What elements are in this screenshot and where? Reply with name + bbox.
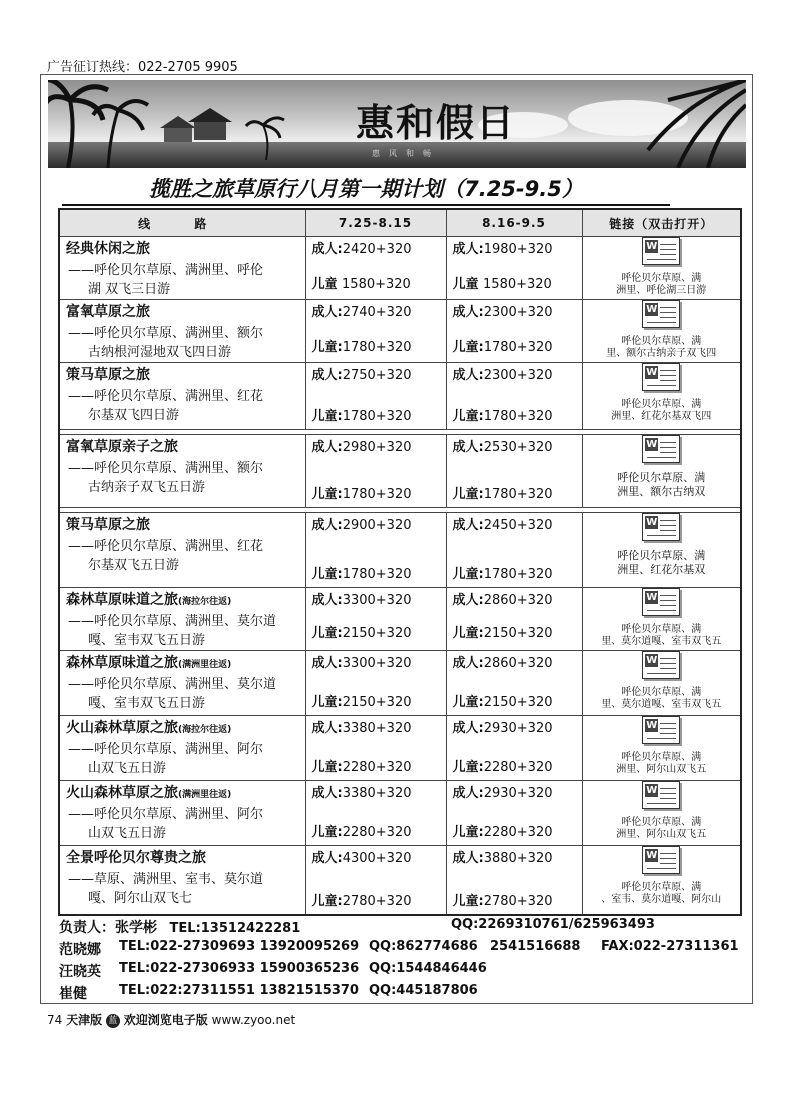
table-row [59,300,741,363]
contact-name: 范晓娜 [59,942,101,958]
price-period-1 [305,237,446,300]
contact-head-qq: QQ:2269310761/625963493 [451,917,655,932]
child-label: 儿童: [452,487,484,502]
table-row [59,651,741,716]
route-desc-line2: 嘎、室韦双飞五日游 [88,696,206,711]
route-cell [59,300,305,363]
route-desc-line1: ——呼伦贝尔草原、满洲里、红花 [68,539,264,554]
adult-price: 2530+320 [483,440,553,455]
adult-label: 成人: [311,593,343,608]
child-price: 1780+320 [342,567,412,582]
contact-qq-2: 2541516688 [490,939,581,954]
table-row [59,846,741,916]
child-label: 儿童: [452,626,484,641]
itinerary-link[interactable] [582,651,741,716]
child-price: 1780+320 [342,487,412,502]
child-price: 1780+320 [342,340,412,355]
table-row [59,363,741,430]
route-cell [59,237,305,300]
price-period-1 [305,651,446,716]
price-period-2 [446,300,582,363]
adult-price: 2300+320 [483,305,553,320]
route-desc-line1: ——呼伦贝尔草原、满洲里、呼伦 [68,263,264,278]
price-period-1 [305,588,446,651]
child-label: 儿童: [311,487,343,502]
price-period-2 [446,846,582,916]
route-name: 森林草原味道之旅 [66,592,178,608]
document-link-text[interactable]: 呼伦贝尔草原、满 洲里、阿尔山双飞五 [616,752,707,775]
child-price: 2150+320 [483,626,553,641]
route-name: 富氧草原亲子之旅 [66,439,178,455]
adult-label: 成人: [452,786,484,801]
document-link-text[interactable]: 呼伦贝尔草原、满 里、莫尔道嘎、室韦双飞五 [601,624,722,647]
table-row [59,237,741,300]
contact-name: 汪晓英 [59,964,101,980]
child-price: 2780+320 [483,894,553,909]
route-desc-line2: 山双飞五日游 [88,761,167,776]
itinerary-link[interactable] [582,237,741,300]
child-price: 2150+320 [342,626,412,641]
table-row [59,716,741,781]
document-link-text[interactable]: 呼伦贝尔草原、满 洲里、红花尔基双飞四 [611,399,712,422]
route-desc-line1: ——呼伦贝尔草原、满洲里、莫尔道 [68,677,277,692]
word-document-icon[interactable]: W [642,781,680,809]
adult-price: 2930+320 [483,721,553,736]
itinerary-link[interactable] [582,781,741,846]
child-label: 儿童: [311,567,343,582]
contact-name: 崔健 [59,986,87,1002]
contact-fax: FAX:022-27311361 [601,939,739,954]
document-link-text[interactable]: 呼伦贝尔草原、满 洲里、红花尔基双 [617,549,706,576]
itinerary-link[interactable] [582,513,741,588]
route-name: 森林草原味道之旅 [66,655,178,671]
adult-label: 成人: [452,656,484,671]
route-desc-line2: 古纳亲子双飞五日游 [88,480,206,495]
route-cell [59,781,305,846]
child-label: 儿童: [311,409,343,424]
price-period-1 [305,513,446,588]
route-cell [59,513,305,588]
adult-price: 2900+320 [342,518,412,533]
route-cell [59,651,305,716]
child-label: 儿童 [452,277,484,292]
adult-price: 2980+320 [342,440,412,455]
child-label: 儿童: [452,894,484,909]
child-price: 1780+320 [483,340,553,355]
child-price: 1780+320 [483,487,553,502]
route-desc-line1: ——呼伦贝尔草原、满洲里、阿尔 [68,807,264,822]
price-period-1 [305,781,446,846]
route-desc-line1: ——呼伦贝尔草原、满洲里、红花 [68,389,264,404]
price-period-2 [446,781,582,846]
price-period-2 [446,651,582,716]
brand-slogan: 惠风和畅 [372,149,440,158]
child-label: 儿童 [311,277,343,292]
route-desc-line1: ——呼伦贝尔草原、满洲里、阿尔 [68,742,264,757]
route-name: 经典休闲之旅 [66,241,150,257]
page-number: 74 [47,1013,63,1027]
header-period-1: 7.25-8.15 [305,209,446,237]
adult-label: 成人: [311,305,343,320]
route-cell [59,435,305,508]
route-desc-line1: ——呼伦贝尔草原、满洲里、额尔 [68,461,264,476]
adult-label: 成人: [452,518,484,533]
price-period-2 [446,513,582,588]
word-document-icon[interactable]: W [642,651,680,679]
route-cell [59,363,305,430]
price-period-2 [446,435,582,508]
table-row [59,781,741,846]
adult-price: 3300+320 [342,593,412,608]
brand-logo: 惠和假日 [356,100,517,145]
contact-head-label: 负责人： [59,920,115,936]
route-note: (满洲里往返) [178,660,232,670]
child-label: 儿童: [311,626,343,641]
adult-label: 成人: [311,242,343,257]
adult-price: 2860+320 [483,656,553,671]
child-price: 1780+320 [483,567,553,582]
adult-price: 2860+320 [483,593,553,608]
price-period-2 [446,363,582,430]
adult-label: 成人: [311,518,343,533]
contact-qq: QQ:862774686 [369,939,478,954]
tour-price-table [58,208,742,916]
route-note: (海拉尔往返) [178,725,232,735]
word-document-icon[interactable]: W [642,435,680,463]
child-price: 1580+320 [483,277,552,292]
adult-label: 成人: [311,721,343,736]
route-cell [59,588,305,651]
page-footer [47,1011,295,1028]
document-link-text[interactable]: 呼伦贝尔草原、满 洲里、呼伦湖三日游 [616,273,707,296]
adult-price: 2420+320 [342,242,412,257]
word-document-icon[interactable]: W [642,513,680,541]
child-label: 儿童: [452,825,484,840]
contact-tel: TEL:022-27306933 15900365236 [119,961,360,976]
route-name: 策马草原之旅 [66,367,150,383]
welcome-text: 欢迎浏览电子版 [123,1013,208,1027]
route-name: 全景呼伦贝尔尊贵之旅 [66,850,206,866]
child-price: 1780+320 [483,409,553,424]
itinerary-link[interactable] [582,300,741,363]
contact-head-tel: TEL:13512422281 [169,921,301,936]
price-period-1 [305,435,446,508]
price-period-1 [305,363,446,430]
adult-price: 3380+320 [342,786,412,801]
route-desc-line2: 尔基双飞五日游 [88,558,180,573]
word-document-icon[interactable]: W [642,588,680,616]
adult-label: 成人: [452,440,484,455]
adult-label: 成人: [452,593,484,608]
child-price: 1780+320 [342,409,412,424]
route-desc-line2: 嘎、室韦双飞五日游 [88,633,206,648]
adult-price: 3880+320 [483,851,553,866]
adult-price: 2300+320 [483,368,553,383]
route-desc-line2: 湖 双飞三日游 [88,282,171,297]
child-price: 2280+320 [483,825,553,840]
child-label: 儿童: [311,695,343,710]
adult-price: 4300+320 [342,851,412,866]
contact-qq: QQ:445187806 [369,983,478,998]
document-link-text[interactable]: 呼伦贝尔草原、满 洲里、额尔古纳双 [617,471,706,498]
child-label: 儿童: [452,340,484,355]
child-label: 儿童: [311,894,343,909]
route-name: 火山森林草原之旅 [66,785,178,801]
table-row [59,513,741,588]
adult-label: 成人: [311,786,343,801]
price-period-2 [446,237,582,300]
child-label: 儿童: [452,567,484,582]
adult-price: 2930+320 [483,786,553,801]
child-label: 儿童: [311,340,343,355]
child-price: 2280+320 [342,760,412,775]
adult-label: 成人: [452,305,484,320]
child-price: 2150+320 [483,695,553,710]
price-period-1 [305,300,446,363]
website-link[interactable]: www.zyoo.net [211,1013,296,1027]
adult-price: 3300+320 [342,656,412,671]
child-price: 1580+320 [342,277,411,292]
adult-price: 1980+320 [483,242,553,257]
itinerary-link[interactable] [582,846,741,916]
page-title: 揽胜之旅草原行八月第一期计划（7.25-9.5） [62,174,670,206]
route-cell [59,716,305,781]
route-desc-line1: ——呼伦贝尔草原、满洲里、额尔 [68,326,264,341]
adult-price: 3380+320 [342,721,412,736]
contact-tel: TEL:022-27309693 13920095269 [119,939,360,954]
adult-label: 成人: [452,851,484,866]
document-link-text[interactable]: 呼伦贝尔草原、满 、室韦、莫尔道嘎、阿尔山 [601,882,722,905]
word-document-icon[interactable]: W [642,716,680,744]
route-desc-line2: 古纳根河湿地双飞四日游 [88,345,232,360]
child-label: 儿童: [311,825,343,840]
itinerary-link[interactable] [582,435,741,508]
child-price: 2280+320 [342,825,412,840]
contact-qq: QQ:1544846446 [369,961,487,976]
document-link-text[interactable]: 呼伦贝尔草原、满 洲里、阿尔山双飞五 [616,817,707,840]
price-period-2 [446,588,582,651]
price-period-1 [305,846,446,916]
route-desc-line1: ——草原、满洲里、室韦、莫尔道 [68,872,264,887]
route-name: 富氧草原之旅 [66,304,150,320]
itinerary-link[interactable] [582,363,741,430]
child-label: 儿童: [452,760,484,775]
route-cell [59,846,305,916]
itinerary-link[interactable] [582,588,741,651]
header-period-2: 8.16-9.5 [446,209,582,237]
contact-head-name: 张学彬 [115,920,157,936]
word-document-icon[interactable]: W [642,237,680,265]
route-desc-line2: 山双飞五日游 [88,826,167,841]
table-header-row [59,209,741,237]
adult-label: 成人: [311,440,343,455]
child-label: 儿童: [311,760,343,775]
adult-label: 成人: [311,368,343,383]
route-note: (海拉尔往返) [178,597,232,607]
adult-price: 2740+320 [342,305,412,320]
table-row [59,435,741,508]
itinerary-link[interactable] [582,716,741,781]
ad-hotline: 广告征订热线：022-2705 9905 [47,60,238,75]
edition-badge-icon: 蓝 [106,1014,120,1028]
table-row [59,588,741,651]
header-route: 线 路 [59,209,305,237]
child-price: 2150+320 [342,695,412,710]
adult-label: 成人: [311,851,343,866]
route-note: (满洲里往返) [178,790,232,800]
price-period-2 [446,716,582,781]
route-name: 策马草原之旅 [66,517,150,533]
word-document-icon[interactable]: W [642,846,680,874]
adult-price: 2750+320 [342,368,412,383]
adult-label: 成人: [311,656,343,671]
adult-price: 2450+320 [483,518,553,533]
route-desc-line1: ——呼伦贝尔草原、满洲里、莫尔道 [68,614,277,629]
adult-label: 成人: [452,242,484,257]
child-label: 儿童: [452,695,484,710]
adult-label: 成人: [452,721,484,736]
child-label: 儿童: [452,409,484,424]
child-price: 2780+320 [342,894,412,909]
word-document-icon[interactable]: W [642,300,680,328]
contact-tel: TEL:022:27311551 13821515370 [119,983,359,998]
header-link: 链接（双击打开） [582,209,741,237]
route-desc-line2: 嘎、阿尔山双飞七 [88,891,193,906]
document-link-text[interactable]: 呼伦贝尔草原、满 里、额尔古纳亲子双飞四 [606,336,717,359]
word-document-icon[interactable]: W [642,363,680,391]
document-link-text[interactable]: 呼伦贝尔草原、满 里、莫尔道嘎、室韦双飞五 [601,687,722,710]
edition-label: 天津版 [66,1013,103,1027]
route-name: 火山森林草原之旅 [66,720,178,736]
adult-label: 成人: [452,368,484,383]
route-desc-line2: 尔基双飞四日游 [88,408,180,423]
price-period-1 [305,716,446,781]
child-price: 2280+320 [483,760,553,775]
